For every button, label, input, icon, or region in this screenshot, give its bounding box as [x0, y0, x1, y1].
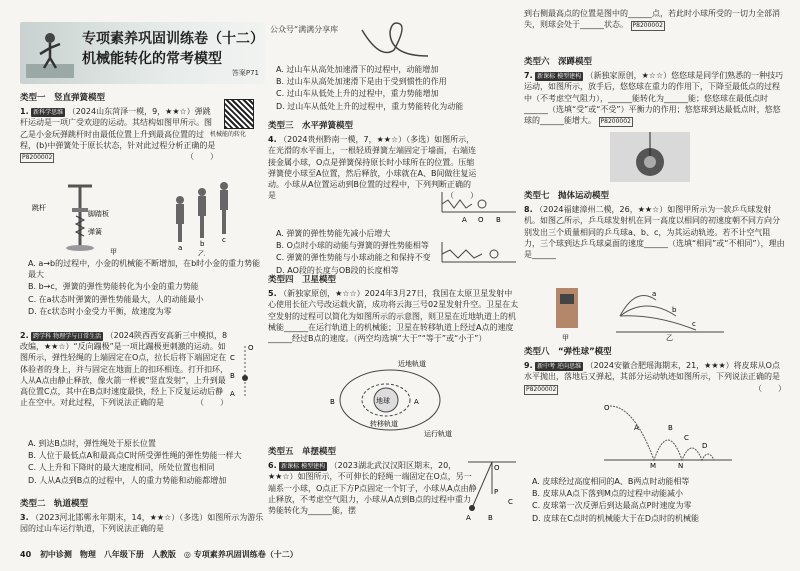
q3-option-a: A. 过山车从高处加速滑下的过程中，动能增加	[276, 65, 439, 74]
q8-text: （2024福建漳州二模，26，★★☆）如图甲所示为一款乒乓球发射机。如图乙所示，乒乓球发射机在同一高度以相同的初速度朝不同方向分别发出三个质量相同的乒乓球a、b、c，为其运动轨迹。若不计空气阻力，三个球到达乒乓球桌面的速度______（选填“相同”或“不相同”），理由是______	[524, 205, 785, 260]
title-banner	[20, 22, 265, 84]
q6-label-a: A	[466, 514, 471, 522]
q6-cont-text: 到右侧最高点的位置是图中的______点，若此时小球所受的一切力全部消失，则球会处于______状态。	[524, 9, 780, 30]
q2-label-o: O	[248, 344, 254, 352]
q4-option-b: B. O点时小球的动能与弹簧的弹性势能相等	[276, 241, 429, 251]
watermark-text: 公众号“满满分享库	[270, 25, 339, 34]
q5-label-b: B	[330, 398, 335, 406]
q4-label-b: B	[496, 216, 501, 224]
athlete-illustration-icon	[26, 28, 74, 78]
q7-text: （新独家原创，★☆☆）悠悠球是同学们熟悉的一种技巧运动，如图所示，放手后，悠悠球在重力的作用下，下降至最低点的过程中（不考虑空气阻力），______能转化为______能；悠悠球在最低点时______（选填“受”或“不受”）平衡力的作用；悠悠球到达最低点时，悠悠球的______能增大。	[524, 71, 784, 126]
q8-label-jia: 甲	[562, 334, 569, 342]
section-heading-type6: 类型六 深蹲模型	[524, 57, 593, 67]
fig-label-spring: 弹簧	[88, 228, 102, 236]
title-line-1: 专项素养巩固训练卷（十二）	[82, 31, 264, 47]
q9-label-n: N	[678, 462, 684, 468]
fig-label-a: a	[178, 244, 183, 252]
q9-number: 9.	[524, 361, 533, 371]
roller-coaster-figure	[360, 20, 430, 60]
q2-label-c: C	[230, 354, 235, 362]
q2-option-d: D. 人从A点到B点的过程中，人的重力势能和动能都增加	[28, 475, 227, 485]
q5-label-transfer-orbit: 转移轨道	[370, 420, 398, 428]
q6-number: 6.	[268, 461, 277, 471]
q9-option-d: D. 皮球在C点时的机械能大于在D点时的机械能	[532, 513, 699, 523]
pendulum-figure	[466, 458, 520, 522]
q9-option-b: B. 皮球从A点下落到M点的过程中动能减小	[532, 489, 683, 499]
q2-option-c: C. 人上升和下降时的最大速度相同，所处位置也相同	[28, 463, 215, 473]
question-1	[20, 106, 218, 163]
q5-label-run-orbit: 运行轨道	[424, 430, 452, 438]
q2-text: （2024陕西西安高新三中模拟，8改编，★★☆）“反向蹦极”是一项比蹦极更刺激的运动。如图所示，弹性轻绳的上端固定在O点，拉长后将下端固定在体验者的身上，并与固定在地面上的扣环相连。打开扣环，人从A点由静止释放，像火箭一样被“竖直发射”，上升到最高位置C点，其中在B点时速度最快，经上下反复运动后静止在空中。对此过程，下列说法正确的是	[20, 331, 228, 408]
section-type7	[524, 188, 786, 262]
fig-label-pedal: 脚踏板	[88, 210, 109, 218]
q3-option-b: B. 过山车从高处加速滑下是由于受到惯性的作用	[276, 77, 447, 87]
question-5	[268, 288, 520, 344]
q2-answer-paren: （ ）	[196, 398, 228, 408]
q4-label-a: A	[462, 216, 467, 224]
q6-label-o: O	[494, 464, 500, 472]
section-heading-type5: 类型五 单摆模型	[268, 447, 337, 457]
q2-options	[20, 438, 265, 487]
section-heading-type8: 类型八 “弹性球”模型	[524, 347, 612, 357]
q6-label-b: B	[488, 514, 493, 522]
q9-label-a: A	[634, 424, 639, 432]
q5-label-near-orbit: 近地轨道	[398, 360, 426, 368]
q5-number: 5.	[268, 289, 277, 299]
section-heading-type1: 类型一 竖直弹簧模型	[20, 93, 106, 103]
q9-option-c: C. 皮球第一次反弹后到达最高点P时速度为零	[532, 501, 692, 511]
q4-option-d: D. AO段的长度与OB段的长度相等	[276, 265, 399, 275]
q9-options	[524, 476, 786, 525]
q3-options	[268, 64, 520, 113]
section-heading-type7: 类型七 抛体运动模型	[524, 191, 610, 201]
qr-code-icon[interactable]	[224, 99, 254, 129]
q7-tag: 新课标 模型建构	[537, 73, 582, 81]
fig-label-jia: 甲	[110, 248, 117, 256]
q9-label-b: B	[668, 424, 673, 432]
pogo-stick-figure	[30, 178, 255, 256]
q8-number: 8.	[524, 205, 533, 215]
q1-options	[20, 258, 265, 318]
q2-number: 2.	[20, 331, 29, 340]
q6-tag: 新课标 模型建构	[281, 463, 326, 471]
qr-caption: 机械能的转化	[210, 131, 247, 138]
q2-option-b: B. 人位于最低点A和最高点C时所受弹性绳的弹性势能一样大	[28, 451, 242, 461]
q6-text: （2023湖北武汉汉阳区期末，20，★★☆）如图所示，不可伸长的轻绳一端固定在O点，另一端系一小球，O点正下方P点固定一个钉子，小球从A点由静止释放，不考虑空气阻力，小球从A点到B点的过程中重力势能转化为______能，摆	[268, 461, 477, 516]
fig-label-jump-rod: 跳杆	[32, 204, 46, 212]
q3-text: （2023河北邯郸永年期末，14，★★☆）（多选）如图所示为游乐园的过山车运行轨道，下列说法正确的是	[20, 513, 264, 534]
question-8	[524, 204, 786, 260]
section-type2	[20, 496, 265, 537]
fig-label-b: b	[200, 240, 205, 248]
section-type8	[524, 344, 786, 397]
q6-continuation	[524, 8, 786, 31]
q4-number: 4.	[268, 135, 277, 145]
satellite-orbit-figure	[330, 358, 470, 438]
reverse-bungee-figure	[228, 342, 262, 402]
section-heading-type3: 类型三 水平弹簧模型	[268, 121, 354, 131]
q9-label-c: C	[684, 434, 689, 442]
section-type5	[268, 444, 478, 518]
q1-option-c: C. 在a状态时弹簧的弹性势能最大，人的动能最小	[28, 294, 204, 304]
q1-option-d: D. 在c状态时小金受力平衡，故速度为零	[28, 306, 172, 316]
q2-label-b: B	[230, 372, 235, 380]
q4-answer-paren: （ ）	[446, 191, 478, 201]
q4-option-c: C. 弹簧的弹性势能与小球动能之和保持不变	[276, 253, 431, 263]
q1-tag: 新科学思维	[33, 109, 64, 117]
q8-label-a: a	[652, 290, 657, 298]
ping-pong-launcher-figure	[556, 286, 726, 342]
question-6	[268, 460, 478, 516]
q1-number: 1.	[20, 107, 29, 117]
q7-number: 7.	[524, 71, 533, 81]
q8-label-b: b	[672, 306, 677, 314]
fig-label-c: c	[222, 236, 226, 244]
q1-text: （2024山东菏泽一模，9，★★☆）弹跳杆运动是一项广受欢迎的运动。其结构如图甲所示。图乙是小金玩弹跳杆时由最低位置上升到最高位置的过程，(b)中弹簧处于原长状态，针对此过程分析正确的是	[20, 107, 216, 150]
bouncing-ball-figure	[604, 400, 734, 468]
q3-option-d: D. 过山车从低处上升的过程中，重力势能转化为动能	[276, 101, 464, 111]
q6-label-c: C	[508, 498, 513, 506]
q9-option-a: A. 皮球经过高度相同的A、B两点时动能相等	[532, 477, 690, 486]
q4-label-o: O	[478, 216, 484, 224]
q9-label-o: O	[604, 404, 610, 412]
fig-label-yi: 乙	[198, 250, 205, 256]
section-heading-type4: 类型四 卫星模型	[268, 275, 337, 285]
q1-code: P8200002	[22, 154, 53, 162]
yoyo-photo-figure	[610, 132, 690, 182]
title-line-2: 机械能转化的常考模型	[82, 51, 222, 67]
q4-options	[268, 228, 520, 277]
q9-answer-paren: （ ）	[754, 383, 786, 393]
page-footer	[20, 549, 298, 560]
q9-tag: 新中考 逆向思维	[537, 363, 582, 371]
q4-text: （2024贵州黔南一模，7，★★☆）（多选）如图所示，在光滑的水平面上，一根轻质弹簧左端固定于墙面，右端连接金属小球，O点是弹簧保持原长时小球所在的位置。压缩弹簧使小球至A位置，然后释放，小球就在A、B间做往复运动。小球从A位置运动到B位置的过程中，下列判断正确的是	[268, 135, 477, 201]
q5-label-earth: 地球	[376, 397, 390, 405]
question-9	[524, 360, 786, 394]
q7-code: P8200002	[600, 118, 631, 126]
q8-label-c: c	[692, 320, 696, 328]
q8-label-yi: 乙	[666, 334, 673, 342]
page-number: 40	[20, 550, 32, 559]
section-type6	[524, 54, 786, 129]
answer-reference: 答案P71	[231, 69, 259, 77]
q9-text: （2024安徽合肥瑶海期末，21，★★★）将皮球从O点水平抛出，落地后又弹起，其部分运动轨迹如图所示，下列说法正确的是	[524, 361, 780, 382]
q1-option-b: B. b→c，弹簧的弹性势能转化为小金的重力势能	[28, 282, 199, 292]
question-7	[524, 70, 786, 127]
q6-code: P8200002	[632, 22, 663, 30]
q1-option-a: A. a→b的过程中，小金的机械能不断增加，在b时小金的重力势能最大	[28, 259, 261, 280]
q3-option-c: C. 过山车从低处上升的过程中，重力势能增加	[276, 89, 439, 99]
q5-label-a: A	[414, 398, 419, 406]
section-heading-type2: 类型二 轨道模型	[20, 499, 89, 509]
q5-text: （新独家原创，★☆☆）2024年3月27日，我国在太原卫星发射中心使用长征六号改运载火箭，成功将云海三号02星发射升空。卫星在太空发射的过程可以简化为如图所示的示意图，则卫星在近地轨道上的机械能______在运行轨道上的机械能；卫星在转移轨道上经过A点的速度______经过B点的速度。（两空均选填“大于”“等于”或“小于”）	[268, 289, 519, 344]
question-3	[20, 512, 265, 534]
q1-answer-paren: （ ）	[186, 152, 218, 162]
q3-number: 3.	[20, 513, 29, 523]
q9-code: P8200002	[526, 385, 557, 393]
section-type4	[268, 272, 520, 346]
question-2	[20, 330, 228, 408]
q2-tag: 跨学科 物理学与日常生活	[33, 333, 102, 340]
q2-option-a: A. 到达B点时，弹性绳处于原长位置	[28, 439, 156, 448]
q6-label-p: P	[494, 488, 499, 496]
footer-text: 初中诊测 物理 八年级下册 人教版 ◎ 专项素养巩固训练卷（十二）	[39, 550, 298, 559]
q9-label-d: D	[702, 442, 708, 450]
q2-label-a: A	[230, 390, 235, 398]
q9-label-m: M	[650, 462, 657, 468]
q4-option-a: A. 弹簧的弹性势能先减小后增大	[276, 229, 391, 238]
